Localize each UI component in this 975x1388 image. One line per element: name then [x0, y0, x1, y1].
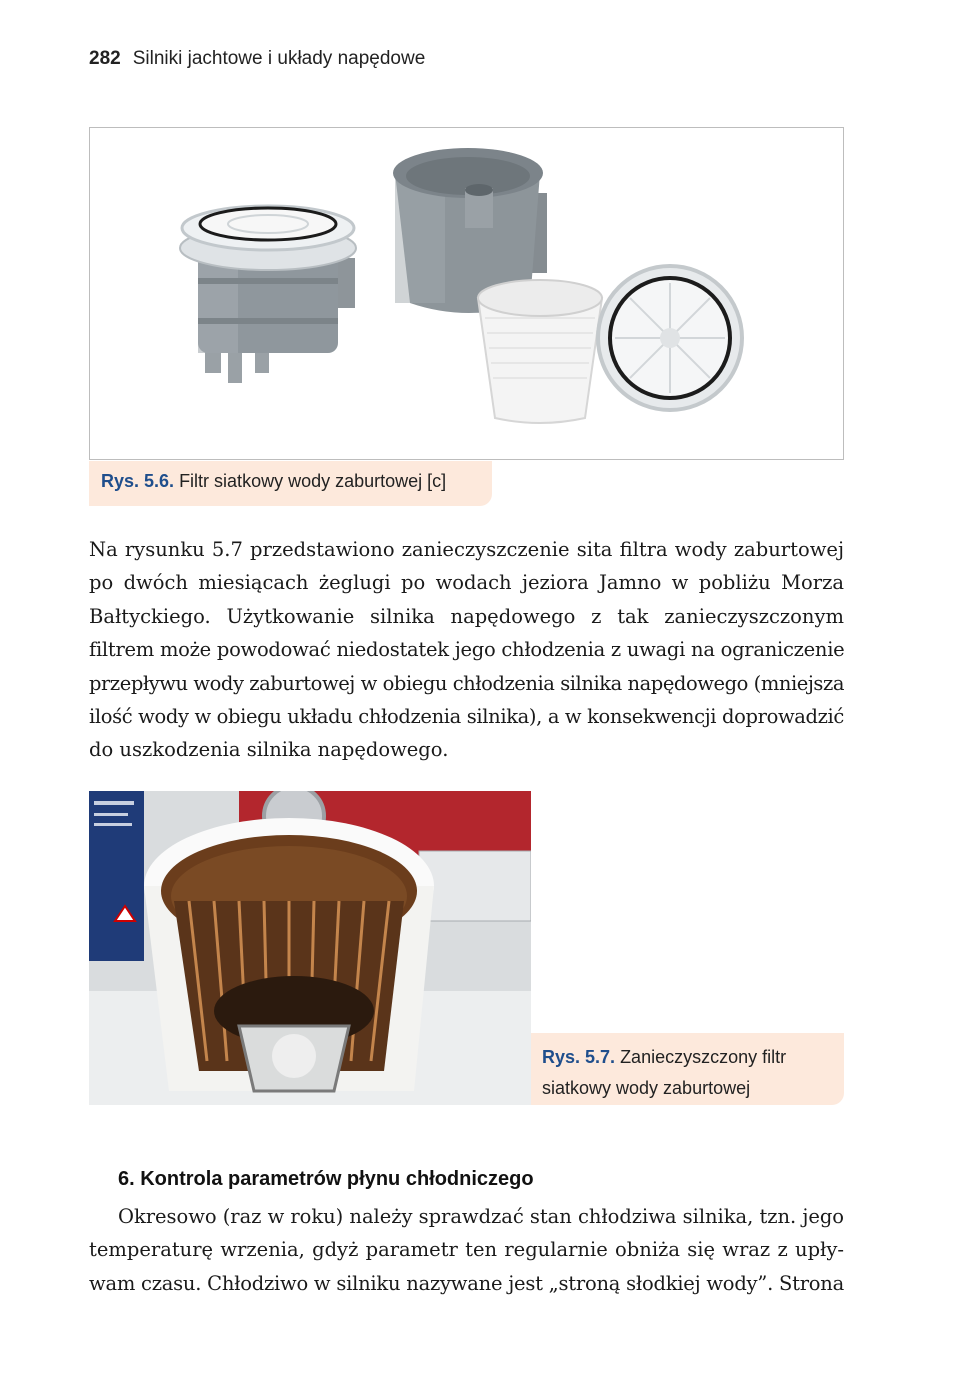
strainer-illustration [90, 128, 844, 460]
page-header [89, 48, 425, 70]
text-line: po dwóch miesiącach żeglugi po wodach jeziora Jamno w pobliżu Morza [89, 571, 844, 595]
text-line: Na rysunku 5.7 przedstawiono zanieczyszczenie sita filtra wody zaburtowej [89, 538, 844, 561]
text-line: wam czasu. Chłodziwo w silniku nazywane jest „stroną słodkiej wody”. Strona [89, 1271, 844, 1295]
strainer-basket [478, 280, 602, 423]
text-line: temperaturę wrzenia, gdyż parametr ten regularnie obniża się wraz z upły- [89, 1238, 844, 1262]
figure-caption-5-6 [89, 461, 492, 506]
text-line: filtrem może powodować niedostatek jego chłodzenia z uwagi na ograniczenie [89, 638, 845, 662]
text-line: do uszkodzenia silnika napędowego. [89, 738, 449, 762]
caption-text-line1: Zanieczyszczony filtr [620, 1047, 787, 1067]
strainer-lid [598, 266, 742, 410]
assembled-strainer [180, 206, 356, 383]
figure-strainer-photo [89, 127, 844, 460]
dirty-strainer-illustration [89, 791, 531, 1105]
caption-label: Rys. 5.6. [101, 471, 175, 491]
figure-dirty-strainer-photo [89, 791, 531, 1105]
caption-text-line2: siatkowy wody zaburtowej [542, 1078, 751, 1098]
text-line: Bałtyckiego. Użytkowanie silnika napędowego z tak zanieczyszczonym [89, 604, 844, 628]
text-line: ilość wody w obiegu układu chłodzenia silnika), a w konsekwencji doprowadzić [89, 705, 844, 729]
caption-text: Filtr siatkowy wody zaburtowej [c] [179, 471, 447, 491]
text-line: przepływu wody zaburtowej w obiegu chłodzenia silnika napędowego (mniejsza [89, 671, 844, 695]
text-line: Okresowo (raz w roku) należy sprawdzać stan chłodziwa silnika, tzn. jego [118, 1205, 844, 1228]
section-heading: 6. Kontrola parametrów płynu chłodniczego [118, 1168, 534, 1190]
body-paragraph-1 [89, 533, 844, 767]
page-number: 282 [89, 48, 121, 69]
running-title: Silniki jachtowe i układy napędowe [132, 48, 426, 69]
caption-label: Rys. 5.7. [542, 1047, 616, 1067]
body-paragraph-2 [89, 1200, 844, 1300]
figure-caption-5-7 [531, 1033, 844, 1105]
